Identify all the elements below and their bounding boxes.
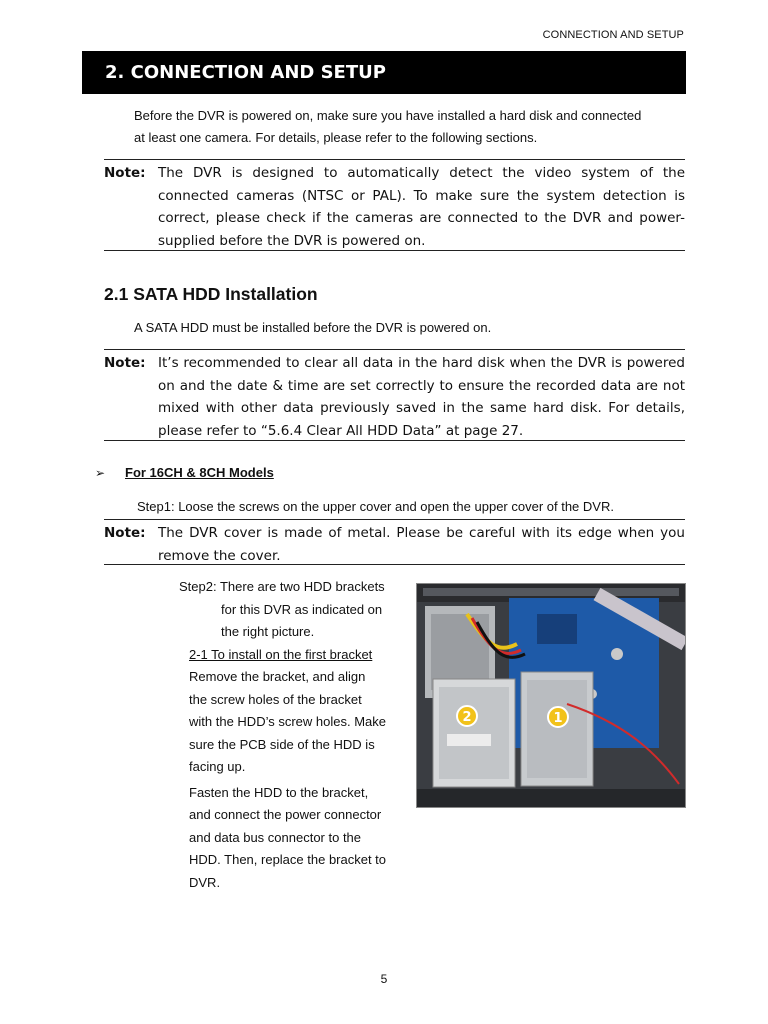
note-label: Note: [104,525,146,541]
intro-paragraph [134,105,641,149]
models-title: For 16CH & 8CH Models [125,465,274,480]
bracket-1-label: 1 [553,711,563,726]
note-text: The DVR is designed to automatically detect the video system of the connected cameras (NTSC or PAL). To make sure the system detection is correct, please check if the cameras are connected to the DVR and power-supplied before the DVR is powered on. [158,165,685,249]
step2-line: and data bus connector to the [189,829,362,845]
note-label: Note: [104,355,146,371]
section-title: 2.1 SATA HDD Installation [104,284,318,304]
chapter-title: 2. CONNECTION AND SETUP [82,51,686,94]
intro-line-1: Before the DVR is powered on, make sure you have installed a hard disk and connected [134,108,642,123]
section-intro: A SATA HDD must be installed before the DVR is powered on. [134,320,492,335]
step2-line: with the HDD’s screw holes. Make [189,714,386,729]
note-text: It’s recommended to clear all data in the hard disk when the DVR is powered on and the date & time are set correctly to ensure the recorded data are not mixed with other data previously saved in the same hard disk. For details, please refer to “5.6.4 Clear All HDD Data” at page 27. [158,355,685,439]
dvr-interior-photo [416,583,686,808]
bracket-2-label: 2 [462,710,472,725]
dvr-interior-illustration [417,584,685,807]
page-number: 5 [380,972,388,986]
note-label: Note: [104,165,146,181]
step1-text: Step1: Loose the screws on the upper cover and open the upper cover of the DVR. [137,499,614,514]
step2-line: Remove the bracket, and align [189,669,366,684]
step2-line: sure the PCB side of the HDD is [189,736,375,752]
step2-line: facing up. [189,759,246,774]
intro-line-2: at least one camera. For details, please refer to the following sections. [134,130,538,145]
note-text: The DVR cover is made of metal. Please be careful with its edge when you remove the cover. [158,525,685,564]
note-video-system [104,159,685,251]
step2-instructions [179,576,419,894]
note-cover-metal [104,519,685,565]
step2-line: DVR. [189,874,221,890]
note-clear-hdd [104,349,685,441]
step2-line: the right picture. [221,624,315,639]
step2-line: Fasten the HDD to the bracket, [189,784,369,800]
step2-line: and connect the power connector [189,807,382,822]
step2-subtitle: 2-1 To install on the first bracket [189,646,373,662]
running-header: CONNECTION AND SETUP [542,29,684,41]
arrow-bullet-icon: ➢ [95,465,106,480]
step2-line: the screw holes of the bracket [189,691,362,707]
step2-line: HDD. Then, replace the bracket to [189,852,387,867]
step2-line: Step2: There are two HDD brackets [179,579,385,594]
models-heading [95,465,274,480]
step2-line: for this DVR as indicated on [221,601,383,617]
